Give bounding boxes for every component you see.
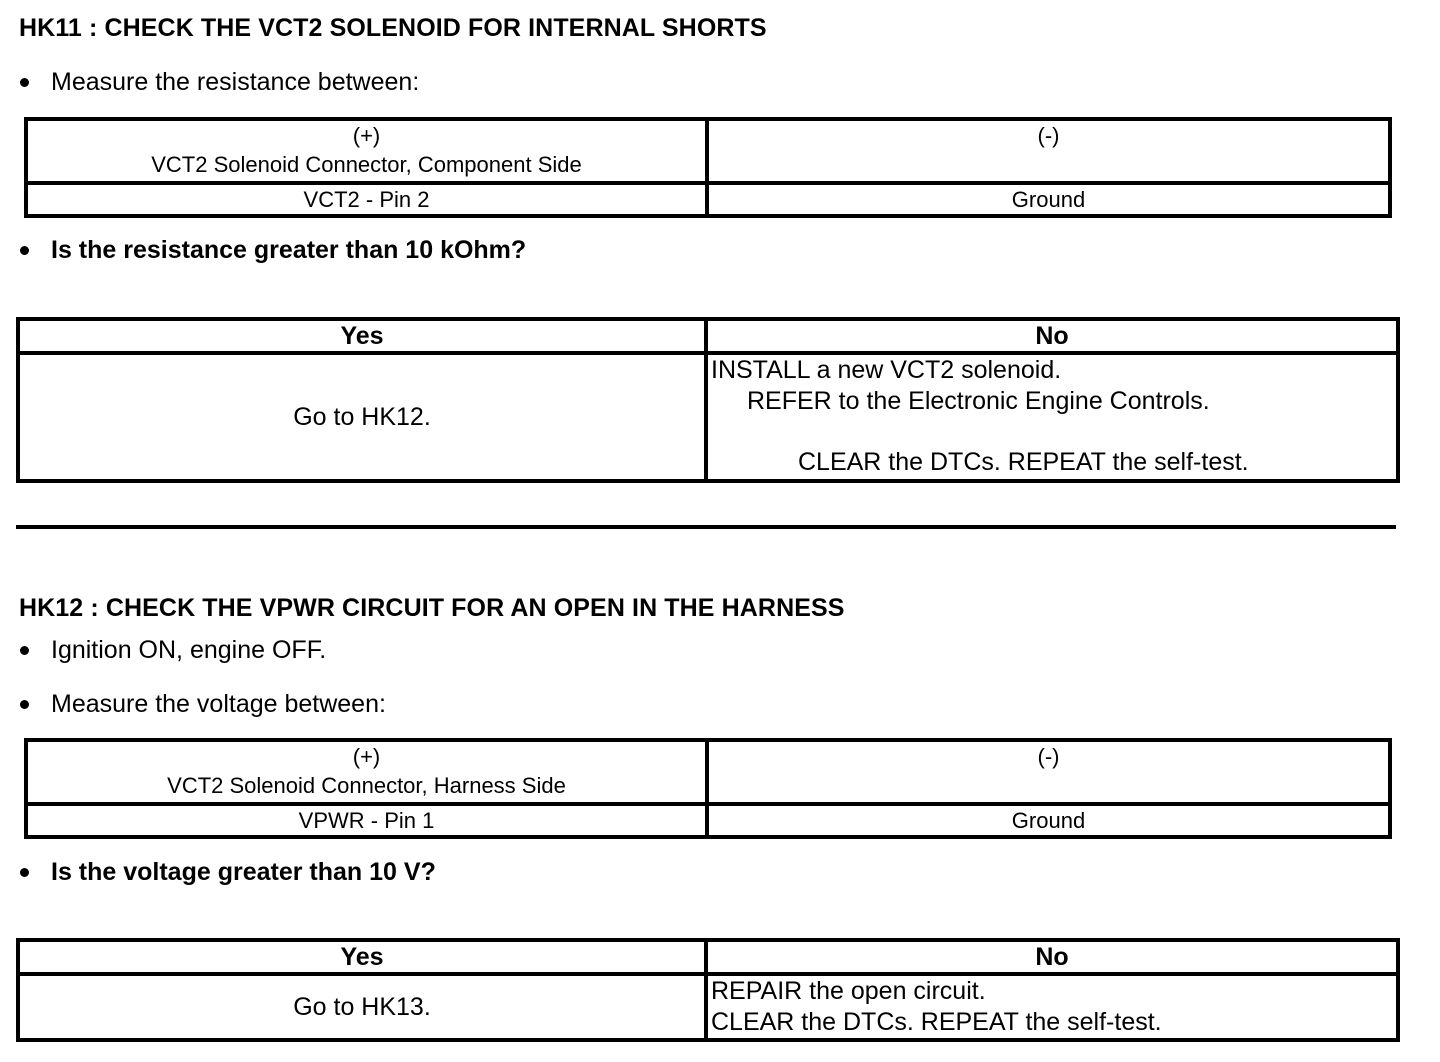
hk12-result-table [16,938,1400,1042]
no-line-clear: CLEAR the DTCs. REPEAT the self-test. [798,448,1249,476]
step-text: Measure the resistance between: [51,68,420,96]
hk12-question [18,858,436,887]
hk11-measurement-table [24,117,1392,218]
plus-header: (+) [352,744,381,769]
no-action [706,353,1398,481]
plus-connector-label: VCT2 Solenoid Connector, Harness Side [167,773,566,798]
minus-value: Ground [707,804,1390,837]
hk11-question [18,236,526,265]
no-header: No [706,319,1398,353]
hk12-title: HK12 : CHECK THE VPWR CIRCUIT FOR AN OPEN IN THE HARNESS [19,594,845,622]
step-text: Measure the voltage between: [51,690,386,718]
yes-header: Yes [18,319,706,353]
hk12-step-ignition [18,636,326,665]
no-line-clear: CLEAR the DTCs. REPEAT the self-test. [711,1008,1162,1036]
minus-header: (-) [1037,744,1060,769]
minus-header-cell [707,740,1390,804]
yes-action: Go to HK13. [18,974,706,1040]
hk12-measurement-table [24,738,1392,839]
plus-connector-label: VCT2 Solenoid Connector, Component Side [151,152,582,177]
hk11-step-measure-resistance [18,68,419,97]
hk12-step-measure-voltage [18,690,386,719]
bullet-icon [20,868,29,877]
no-line-refer: REFER to the Electronic Engine Controls. [747,387,1210,415]
question-text: Is the voltage greater than 10 V? [51,858,436,886]
question-text: Is the resistance greater than 10 kOhm? [51,236,527,264]
bullet-icon [20,700,29,709]
bullet-icon [20,78,29,87]
minus-header-cell [707,119,1390,183]
plus-value: VCT2 - Pin 2 [26,183,707,216]
bullet-icon [20,646,29,655]
plus-header-cell [26,740,707,804]
minus-header: (-) [1037,123,1060,148]
step-text: Ignition ON, engine OFF. [51,636,327,664]
no-line-repair: REPAIR the open circuit. [711,977,986,1005]
no-action [706,974,1398,1040]
bullet-icon [20,246,29,255]
yes-header: Yes [18,940,706,974]
hk11-result-table [16,317,1400,483]
no-line-install: INSTALL a new VCT2 solenoid. [711,356,1062,384]
no-header: No [706,940,1398,974]
yes-action: Go to HK12. [18,353,706,481]
plus-header-cell [26,119,707,183]
plus-header: (+) [352,123,381,148]
section-divider [16,525,1396,529]
plus-value: VPWR - Pin 1 [26,804,707,837]
minus-value: Ground [707,183,1390,216]
hk11-title: HK11 : CHECK THE VCT2 SOLENOID FOR INTERNAL SHORTS [19,14,767,42]
